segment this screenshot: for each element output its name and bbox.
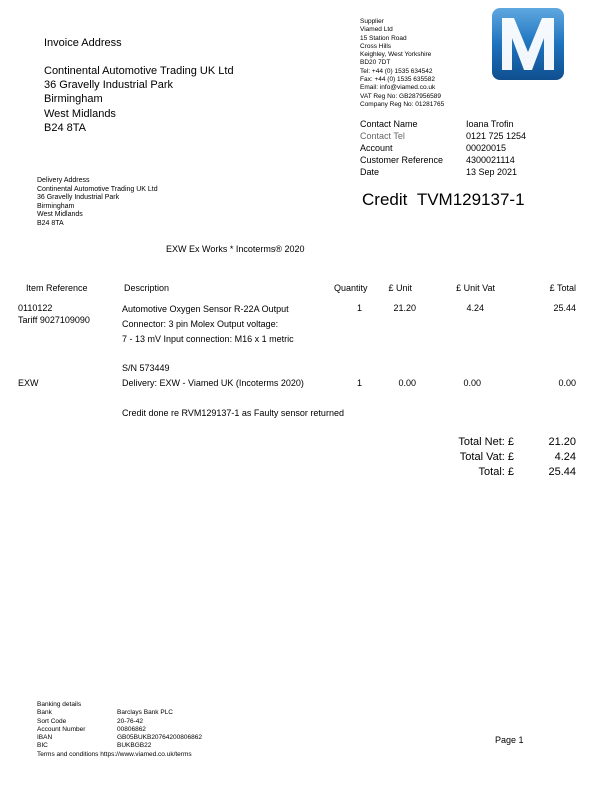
- row2-quantity: 1: [357, 378, 363, 388]
- total-label: Total Vat: £: [459, 451, 514, 463]
- invoice-address-line: Continental Automotive Trading UK Ltd: [44, 65, 234, 77]
- banking-label: Sort Code: [37, 717, 67, 725]
- banking-row: [37, 726, 202, 734]
- contact-value: Ioana Trofin: [466, 119, 514, 129]
- supplier-line: Email: info@viamed.co.uk: [360, 84, 436, 92]
- supplier-line: BD20 7DT: [360, 59, 391, 67]
- incoterms-text: EXW Ex Works * Incoterms® 2020: [166, 244, 305, 254]
- totals-block: [430, 435, 576, 480]
- supplier-line: Supplier: [360, 18, 384, 25]
- supplier-line: Fax: +44 (0) 1535 635582: [360, 76, 435, 84]
- row2-description: Delivery: EXW - Viamed UK (Incoterms 2020): [122, 378, 304, 388]
- contact-label: Contact Tel: [360, 131, 405, 141]
- supplier-block: [360, 18, 444, 109]
- contact-value: 0121 725 1254: [466, 131, 527, 141]
- row1-unit-vat: 4.24: [466, 303, 484, 313]
- banking-row: [37, 709, 202, 717]
- contact-row: [360, 130, 526, 142]
- description-line: 7 - 13 mV Input connection: M16 x 1 metric: [122, 334, 294, 344]
- supplier-line: 15 Station Road: [360, 34, 407, 42]
- banking-value[interactable]: https://www.viamed.co.uk/terms: [100, 750, 192, 758]
- banking-row: [37, 751, 202, 759]
- row1-description: [122, 302, 294, 347]
- total-row: [430, 435, 576, 450]
- contact-row: [360, 142, 526, 154]
- banking-value: 20-76-42: [117, 717, 144, 725]
- credit-title: [362, 190, 525, 210]
- supplier-line: Tel: +44 (0) 1535 634542: [360, 67, 433, 75]
- invoice-address-line: B24 8TA: [44, 121, 86, 134]
- delivery-address-line: B24 8TA: [37, 219, 64, 227]
- banking-label: Account Number: [37, 725, 86, 733]
- banking-row: [37, 718, 202, 726]
- banking-value: Barclays Bank PLC: [117, 709, 173, 717]
- banking-block: [37, 701, 202, 759]
- row1-total: 25.44: [553, 303, 576, 313]
- contact-label: Account: [360, 143, 393, 153]
- banking-label: Terms and conditions: [37, 750, 99, 758]
- contact-value: 13 Sep 2021: [466, 167, 518, 177]
- row1-quantity: 1: [357, 303, 363, 313]
- total-value: 21.20: [548, 436, 576, 448]
- contact-value: 4300021114: [466, 155, 515, 165]
- banking-row: [37, 742, 202, 750]
- row1-item: [18, 302, 90, 326]
- invoice-address-line: West Midlands: [44, 107, 116, 120]
- contact-row: [360, 154, 526, 166]
- serial-number: S/N 573449: [122, 363, 170, 373]
- viamed-logo-icon: [492, 8, 564, 80]
- credit-note: Credit done re RVM129137-1 as Faulty sensor returned: [122, 408, 344, 418]
- header-quantity: Quantity: [334, 283, 368, 293]
- banking-row: [37, 701, 202, 709]
- contact-label: Contact Name: [360, 119, 418, 129]
- description-line: Automotive Oxygen Sensor R-22A Output: [122, 304, 289, 314]
- supplier-line: Company Reg No: 01281765: [360, 100, 445, 108]
- total-value: 25.44: [548, 466, 576, 478]
- delivery-address-line: 36 Gravelly Industrial Park: [37, 194, 120, 202]
- contact-label: Customer Reference: [360, 155, 444, 165]
- delivery-address-line: Birmingham: [37, 202, 75, 210]
- row1-unit: 21.20: [393, 303, 416, 313]
- row2-total: 0.00: [558, 378, 576, 388]
- supplier-line: Keighley, West Yorkshire: [360, 51, 432, 59]
- contact-row: [360, 166, 526, 178]
- invoice-address-line: Birmingham: [44, 93, 103, 106]
- row2-unit-vat: 0.00: [463, 378, 481, 388]
- banking-label: Bank: [37, 709, 52, 717]
- supplier-line: VAT Reg No: GB287956589: [360, 92, 441, 100]
- total-label: Total Net: £: [458, 436, 514, 448]
- total-label: Total: £: [478, 466, 514, 478]
- total-row: [430, 450, 576, 465]
- invoice-address-block: [44, 64, 234, 135]
- header-item-reference: Item Reference: [26, 283, 88, 293]
- total-row: [430, 465, 576, 480]
- invoice-address-heading: Invoice Address: [44, 37, 122, 49]
- delivery-address-line: West Midlands: [37, 211, 83, 219]
- banking-label: IBAN: [37, 734, 53, 742]
- description-line: Connector: 3 pin Molex Output voltage:: [122, 319, 279, 329]
- delivery-address-line: Continental Automotive Trading UK Ltd: [37, 185, 158, 193]
- invoice-address-line: 36 Gravelly Industrial Park: [44, 79, 173, 92]
- banking-value: GB05BUKB20764200806862: [117, 734, 202, 742]
- row2-item: EXW: [18, 378, 39, 388]
- banking-label: BIC: [37, 742, 48, 750]
- delivery-address-line: Delivery Address: [37, 177, 90, 184]
- contact-block: [360, 118, 526, 178]
- contact-label: Date: [360, 167, 380, 177]
- header-total: £ Total: [549, 283, 576, 293]
- banking-value: 00806862: [117, 725, 146, 733]
- supplier-line: Viamed Ltd: [360, 26, 393, 34]
- contact-value: 00020015: [466, 143, 507, 153]
- contact-row: [360, 118, 526, 130]
- header-unit: £ Unit: [388, 283, 412, 293]
- header-unit-vat: £ Unit Vat: [456, 283, 495, 293]
- row2-unit: 0.00: [398, 378, 416, 388]
- tariff-code: Tariff 9027109090: [18, 315, 90, 325]
- delivery-address-block: [37, 177, 158, 229]
- header-description: Description: [124, 283, 170, 293]
- page-number: Page 1: [495, 735, 524, 745]
- banking-label: Banking details: [37, 701, 82, 708]
- credit-label: Credit: [362, 190, 408, 209]
- banking-row: [37, 734, 202, 742]
- item-reference: 0110122: [18, 303, 53, 313]
- banking-value: BUKBGB22: [117, 742, 152, 750]
- total-value: 4.24: [554, 451, 576, 463]
- credit-number: TVM129137-1: [416, 190, 525, 209]
- supplier-line: Cross Hills: [360, 42, 392, 50]
